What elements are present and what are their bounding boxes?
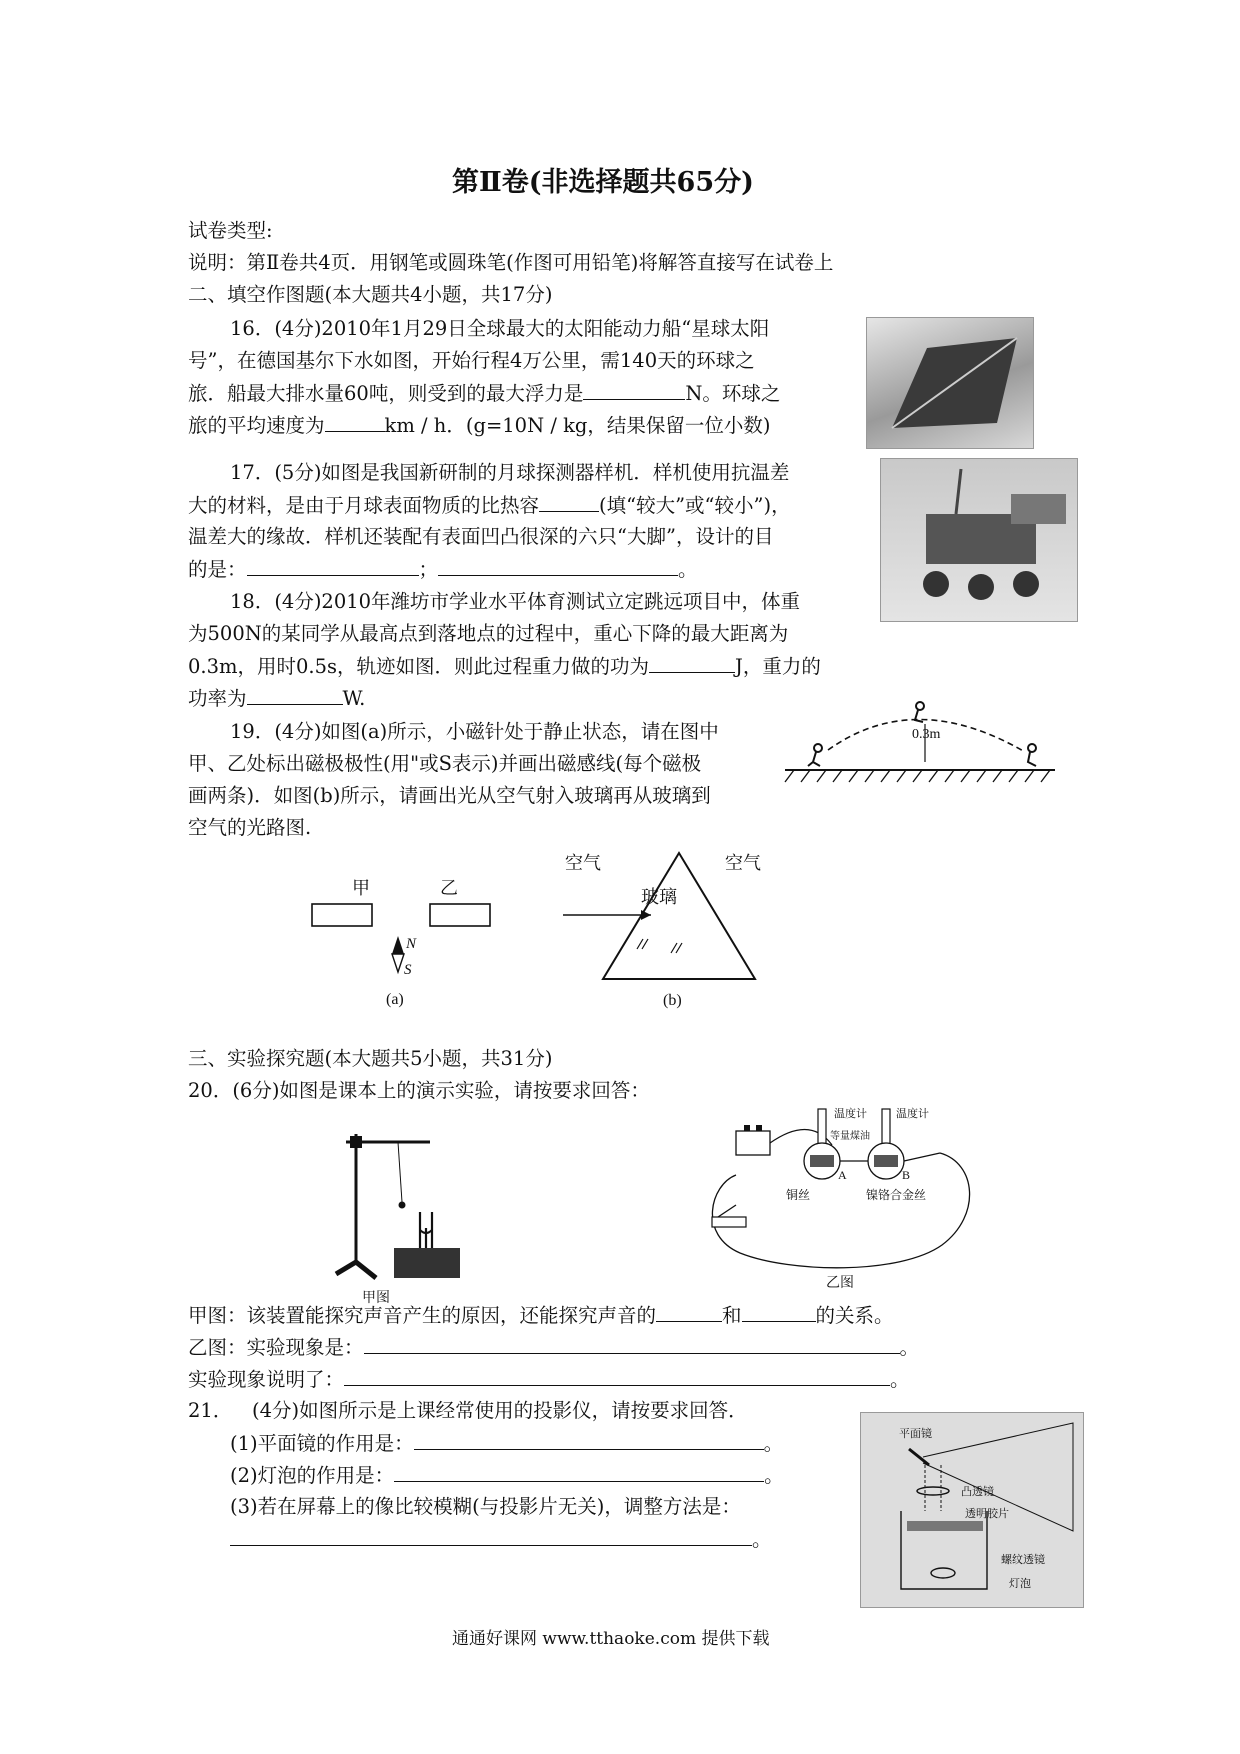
q18-line4: 功率为 W.	[188, 687, 366, 710]
needle-s: S	[404, 962, 412, 978]
magnet-label-jia: 甲	[352, 878, 370, 898]
air-label-left: 空气	[565, 853, 601, 873]
solar-boat-photo	[866, 317, 1034, 449]
q17-line4: 的是： ； 。	[188, 558, 698, 581]
needle-n: N	[406, 936, 417, 952]
q18-line2: 为500N的某同学从最高点到落地点的过程中，重心下降的最大距离为	[188, 622, 789, 645]
slide-label: 透明胶片	[965, 1508, 1009, 1520]
section-3-heading: 三、实验探究题(本大题共5小题，共31分)	[188, 1047, 553, 1070]
q19-line4: 空气的光路图.	[188, 816, 312, 839]
q20-line1: 20．(6分)如图是课本上的演示实验，请按要求回答：	[188, 1079, 650, 1102]
q17-line3: 温差大的缘故．样机还装配有表面凹凸很深的六只“大脚”，设计的目	[188, 525, 774, 548]
mirror-label: 平面镜	[899, 1428, 932, 1440]
q21-part3-answer: 。	[230, 1527, 772, 1552]
q21-part2: (2)灯泡的作用是： 。	[230, 1464, 784, 1487]
q20-yi-phenomenon: 乙图：实验现象是： 。	[188, 1336, 920, 1359]
q21-part1: (1)平面镜的作用是： 。	[230, 1432, 784, 1455]
q17-blank-heat[interactable]	[539, 493, 599, 512]
caption-yi: 乙图	[826, 1276, 854, 1290]
lens-label: 凸透镜	[961, 1486, 994, 1498]
thermometer-label-1: 温度计	[834, 1108, 867, 1120]
q16-line3: 旅．船最大排水量60吨，则受到的最大浮力是 N。环球之	[188, 382, 781, 405]
kerosene-label: 等量煤油	[830, 1131, 870, 1142]
lunar-rover-photo	[880, 458, 1078, 622]
jar-a-label: A	[838, 1168, 847, 1182]
height-label: 0.3m	[912, 727, 941, 742]
caption-a: (a)	[386, 991, 404, 1008]
q17-line2: 大的材料，是由于月球表面物质的比热容 (填“较大”或“较小”)，	[188, 494, 791, 517]
fresnel-label: 螺纹透镜	[1001, 1554, 1045, 1566]
q21-blank-bulb[interactable]	[394, 1463, 764, 1482]
q16-line1: 16．(4分)2010年1月29日全球最大的太阳能动力船“星球太阳	[230, 317, 770, 340]
q20-blank-phenomenon[interactable]	[364, 1335, 900, 1354]
projector-figure	[860, 1412, 1084, 1608]
q21-blank-adjust[interactable]	[230, 1527, 752, 1546]
instruction-note: 说明：第Ⅱ卷共4页．用钢笔或圆珠笔(作图可用铅笔)将解答直接写在试卷上	[188, 251, 834, 274]
q20-blank-1[interactable]	[656, 1303, 722, 1322]
q18-line3: 0.3m，用时0.5s，轨迹如图．则此过程重力做的功为 J，重力的	[188, 655, 821, 678]
caption-b: (b)	[663, 992, 682, 1009]
q18-blank-work[interactable]	[649, 654, 735, 673]
magnet-label-yi: 乙	[440, 878, 458, 898]
heating-circuit-figure	[700, 1105, 980, 1290]
thermometer-label-2: 温度计	[896, 1108, 929, 1120]
air-label-right: 空气	[725, 853, 761, 873]
glass-label: 玻璃	[641, 887, 677, 907]
jar-b-label: B	[902, 1168, 911, 1182]
q16-line2: 号”，在德国基尔下水如图，开始行程4万公里，需140天的环球之	[188, 349, 755, 372]
prism-figure-b	[555, 845, 795, 1025]
q19-line1: 19．(4分)如图(a)所示，小磁针处于静止状态，请在图中	[230, 720, 719, 743]
q20-yi-explanation: 实验现象说明了： 。	[188, 1368, 910, 1391]
q19-line3: 画两条)．如图(b)所示，请画出光从空气射入玻璃再从玻璃到	[188, 784, 711, 807]
q18-line1: 18．(4分)2010年潍坊市学业水平体育测试立定跳远项目中，体重	[230, 590, 801, 613]
bulb-label: 灯泡	[1009, 1578, 1031, 1590]
q21-part3: (3)若在屏幕上的像比较模糊(与投影片无关)，调整方法是：	[230, 1495, 741, 1518]
section-2-heading: 二、填空作图题(本大题共4小题，共17分)	[188, 283, 553, 306]
magnet-figure-a	[300, 870, 510, 1020]
q17-line1: 17．(5分)如图是我国新研制的月球探测器样机．样机使用抗温差	[230, 461, 790, 484]
page-title: 第Ⅱ卷(非选择题共65分)	[452, 167, 754, 198]
q20-blank-2[interactable]	[742, 1303, 816, 1322]
q16-line4: 旅的平均速度为 km / h．(g=10N / kg，结果保留一位小数)	[188, 414, 771, 437]
caption-jia: 甲图	[362, 1291, 390, 1305]
q16-blank-buoyancy[interactable]	[583, 381, 685, 400]
q16-blank-speed[interactable]	[325, 413, 385, 432]
q17-blank-purpose1[interactable]	[247, 557, 419, 576]
q17-blank-purpose2[interactable]	[438, 557, 678, 576]
paper-type: 试卷类型:	[188, 219, 273, 242]
q20-blank-explanation[interactable]	[344, 1367, 890, 1386]
page-footer: 通通好课网 www.tthaoke.com 提供下载	[452, 1629, 770, 1649]
tuning-fork-figure	[332, 1120, 482, 1305]
q19-line2: 甲、乙处标出磁极极性(用"或S表示)并画出磁感线(每个磁极	[188, 752, 702, 775]
q21-stem: (4分)如图所示是上课经常使用的投影仪，请按要求回答．	[252, 1399, 748, 1422]
long-jump-trajectory-figure	[780, 700, 1062, 786]
q20-jia-question: 甲图：该装置能探究声音产生的原因，还能探究声音的 和 的关系。	[188, 1304, 894, 1327]
copper-wire-label: 铜丝	[786, 1188, 811, 1202]
q21-number: 21．	[188, 1399, 233, 1422]
q21-blank-mirror[interactable]	[414, 1431, 764, 1450]
nichrome-wire-label: 镍铬合金丝	[866, 1188, 927, 1202]
q18-blank-power[interactable]	[247, 686, 343, 705]
